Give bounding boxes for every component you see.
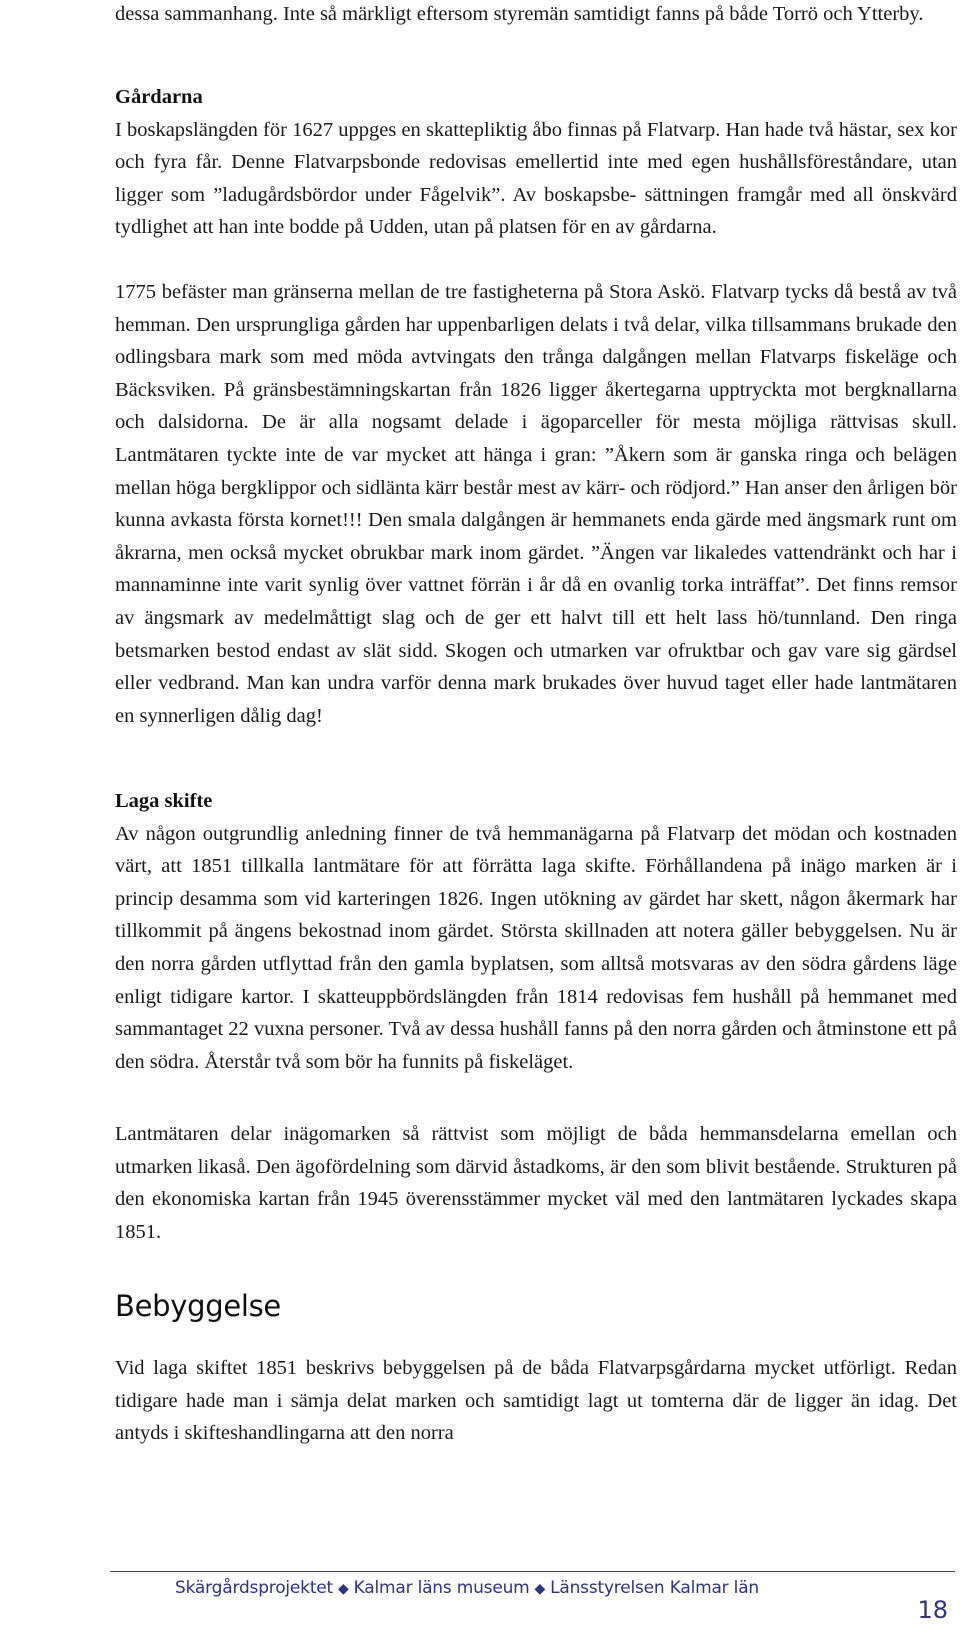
gardarna-section <box>115 81 957 244</box>
paragraph-intro: dessa sammanhang. Inte så märkligt eftersom styremän samtidigt fanns på både Torrö och Ytterby. <box>115 3 924 25</box>
page-number: 18 <box>917 1596 948 1624</box>
bebyggelse-block <box>115 1352 957 1450</box>
diamond-icon: ◆ <box>534 1581 546 1597</box>
paragraph-bebyggelse: Vid laga skiftet 1851 beskrivs bebyggelsen på de båda Flatvarpsgårdarna mycket utförligt. Redan tidigare hade man i sämja delat marken och samtidigt lagt ut tomterna där de ligger än idag. Det antyds i skifteshandlingarna att den norra <box>115 1357 957 1445</box>
section-1775 <box>115 276 957 732</box>
page-footer <box>175 1578 855 1598</box>
intro-block <box>115 0 957 31</box>
heading-gardarna: Gårdarna <box>115 86 203 108</box>
laga-skifte-section <box>115 785 957 1078</box>
heading-bebyggelse: Bebyggelse <box>115 1289 281 1323</box>
paragraph-gardarna: I boskapslängden för 1627 uppges en skattepliktig åbo finnas på Flatvarp. Han hade två hästar, sex kor och fyra får. Denne Flatvarpsbonde redovisas emellertid inte med egen hushållsföreståndare, utan ligger som ”ladugårdsbördor under Fågelvik”. Av boskapsbe- sättningen framgår med all önskvärd tydlighet att han inte bodde på Udden, utan på platsen för en av gårdarna. <box>115 118 957 239</box>
footer-org-kalmar-lans-museum: Kalmar läns museum <box>353 1578 530 1598</box>
paragraph-laga-skifte: Av någon outgrundlig anledning finner de två hemmanägarna på Flatvarp det mödan och kostnaden värt, att 1851 tillkalla lantmätare för att förrätta laga skifte. Förhållandena på inägo marken är i princip desamma som vid karteringen 1826. Ingen utökning av gärdet har skett, någon åkermark har tillkommit på ängens bekostnad inom gärdet. Största skillnaden att notera gäller bebyggelsen. Nu är den norra gården utflyttad från den gamla byplatsen, som alltså motsvaras av den södra gårdens läge enligt tidigare kartor. I skatteuppbördslängden från 1814 redovisas fem hushåll på hemmanet med sammantaget 22 vuxna personer. Två av dessa hushåll fanns på den norra gården och åtminstone ett på den södra. Återstår två som bör ha funnits på fiskeläget. <box>115 822 957 1073</box>
footer-org-lansstyrelsen: Länsstyrelsen Kalmar län <box>550 1578 759 1598</box>
paragraph-lantmataren: Lantmätaren delar inägomarken så rättvist som möjligt de båda hemmansdelarna emellan och utmarken likaså. Den ägofördelning som därvid åstadkoms, är den som blivit bestående. Strukturen på den ekonomiska kartan från 1945 överensstämmer mycket väl med den lantmätaren lyckades skapa 1851. <box>115 1123 957 1243</box>
bebyggelse-heading-block <box>115 1286 957 1326</box>
heading-laga-skifte: Laga skifte <box>115 790 213 812</box>
paragraph-1775: 1775 befäster man gränserna mellan de tre fastigheterna på Stora Askö. Flatvarp tycks då bestå av två hemman. Den ursprungliga gården har uppenbarligen delats i två delar, vilka tillsammans brukade den odlingsbara mark som med möda avtvingats den trånga dalgången mellan Flatvarps fiskeläge och Bäcksviken. På gränsbestämningskartan från 1826 ligger åkertegarna upptryckta mot bergknallarna och dalsidorna. De är alla nogsamt delade i ägoparceller för mesta möjliga rättvisas skull. Lantmätaren tyckte inte de var mycket att hänga i gran: ”Åkern som är ganska ringa och belägen mellan höga bergklippor och sidlänta kärr består mest av kärr- och rödjord.” Han anser den årligen bör kunna avkasta första kornet!!! Den smala dalgången är hemmanets enda gärde med ängsmark runt om åkrarna, men också mycket obrukbar mark inom gärdet. ”Ängen var likaledes vattendränkt och har i mannaminne inte varit synlig över vattnet förrän i år då en ovanlig torka inträffat”. Det finns remsor av ängsmark av medelmåttigt slag och de ger ett halvt till ett helt lass hö/tunnland. Den ringa betsmarken bestod endast av slät sidd. Skogen och utmarken var ofruktbar och gav vare sig gärdsel eller vedbrand. Man kan undra varför denna mark brukades över huvud taget eller hade lantmätaren en synnerligen dålig dag! <box>115 281 957 727</box>
footer-org-skargardsprojektet: Skärgårdsprojektet <box>175 1578 334 1598</box>
lantmataren-block <box>115 1118 957 1248</box>
diamond-icon: ◆ <box>338 1581 349 1597</box>
footer-divider <box>110 1571 955 1572</box>
